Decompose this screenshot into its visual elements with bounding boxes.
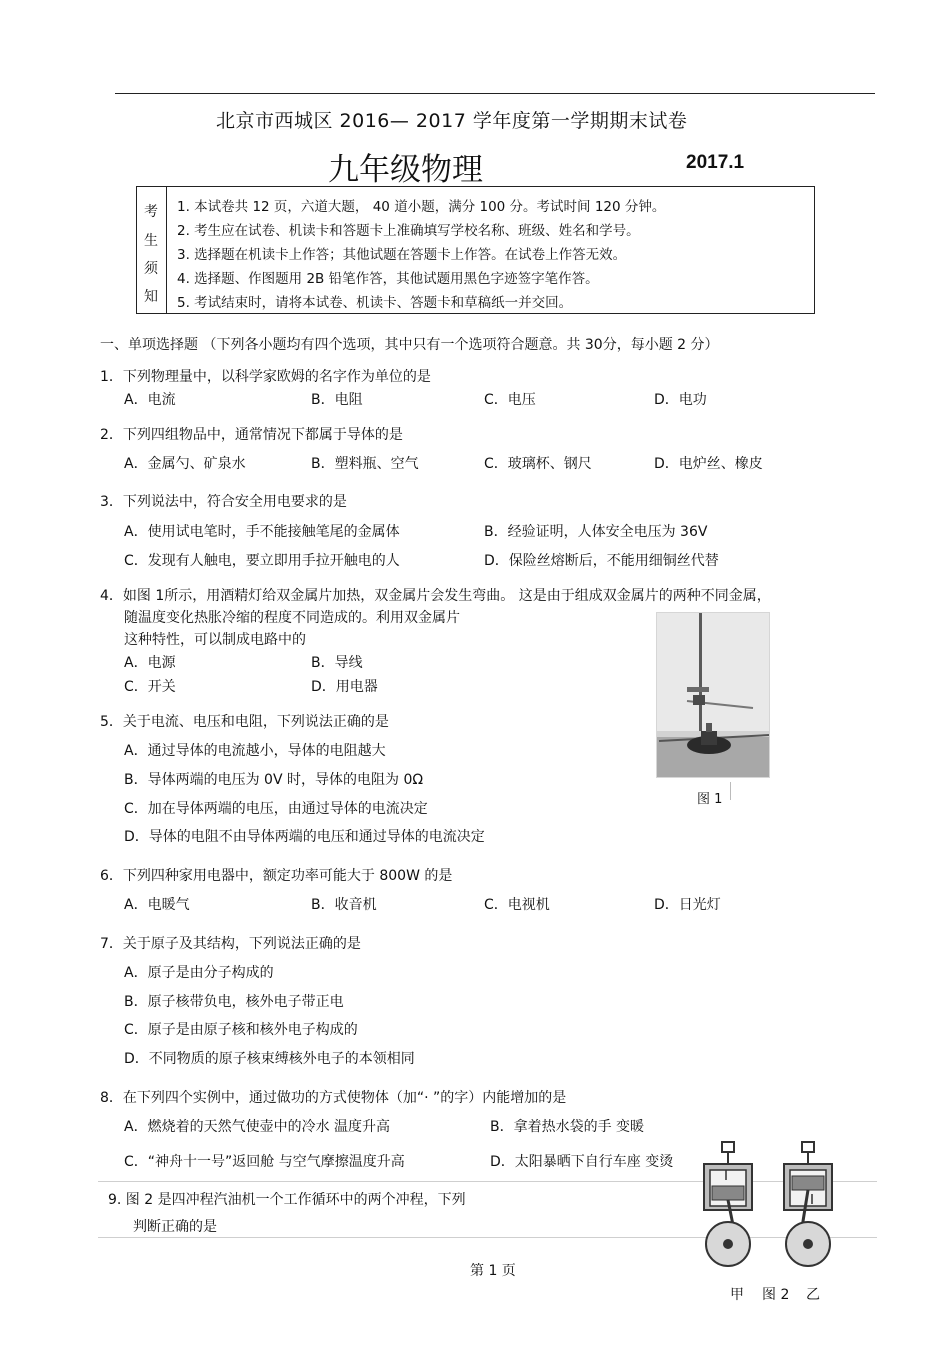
q7-option-a: A．原子是由分子构成的	[124, 965, 274, 981]
notice-box	[136, 186, 815, 314]
q5-option-d: D．导体的电阻不由导体两端的电压和通过导体的电流决定	[124, 829, 485, 845]
question-6-stem: 6．下列四种家用电器中，额定功率可能大于 800W 的是	[100, 868, 453, 884]
notice-line: 1. 本试卷共 12 页，六道大题， 40 道小题，满分 100 分。考试时间 120 分钟。	[177, 199, 666, 215]
q2-option-d: D．电炉丝、橡皮	[654, 456, 763, 472]
exam-title: 北京市西城区 2016— 2017 学年度第一学期期末试卷	[216, 110, 688, 132]
top-rule	[115, 93, 875, 94]
q1-option-d: D．电功	[654, 392, 707, 408]
notice-label-char: 知	[144, 289, 158, 305]
q7-option-c: C．原子是由原子核和核外电子构成的	[124, 1022, 358, 1038]
notice-line: 4. 选择题、作图题用 2B 铅笔作答，其他试题用黑色字迹签字笔作答。	[177, 271, 599, 287]
q3-option-d: D．保险丝熔断后，不能用细铜丝代替	[484, 553, 719, 569]
question-8-stem: 8．在下列四个实例中，通过做功的方式使物体（加“· ”的字）内能增加的是	[100, 1090, 567, 1106]
q4-option-c: C．开关	[124, 679, 176, 695]
q3-option-b: B．经验证明，人体安全电压为 36V	[484, 524, 708, 540]
notice-line: 2. 考生应在试卷、机读卡和答题卡上准确填写学校名称、班级、姓名和学号。	[177, 223, 640, 239]
q5-option-c: C．加在导体两端的电压，由通过导体的电流决定	[124, 801, 428, 817]
question-1-stem: 1．下列物理量中，以科学家欧姆的名字作为单位的是	[100, 369, 431, 385]
q3-option-c: C．发现有人触电，要立即用手拉开触电的人	[124, 553, 400, 569]
page-number: 第 1 页	[470, 1263, 516, 1279]
q8-option-c: C．“神舟十一号”返回舱 与空气摩擦温度升高	[124, 1154, 405, 1170]
question-9-stem: 9. 图 2 是四冲程汽油机一个工作循环中的两个冲程，下列	[108, 1192, 466, 1208]
figure-2-left-label: 甲	[730, 1287, 744, 1303]
notice-label	[137, 187, 167, 313]
q4-option-d: D．用电器	[311, 679, 378, 695]
exam-date: 2017.1	[686, 152, 745, 173]
q6-option-c: C．电视机	[484, 897, 550, 913]
q4-option-b: B．导线	[311, 655, 363, 671]
figure-1-divider	[730, 782, 731, 800]
q7-option-d: D．不同物质的原子核束缚核外电子的本领相同	[124, 1051, 415, 1067]
question-4-stem-line3: 这种特性，可以制成电路中的	[124, 632, 306, 648]
figure-2-right-label: 乙	[806, 1287, 820, 1303]
question-9-stem-line2: 判断正确的是	[133, 1219, 217, 1235]
subject-title: 九年级物理	[328, 152, 483, 188]
question-4-stem: 4．如图 1所示，用酒精灯给双金属片加热，双金属片会发生弯曲。 这是由于组成双金属片的两种不同金属，	[100, 588, 771, 604]
q8-option-b: B．拿着热水袋的手 变暖	[490, 1119, 645, 1135]
notice-label-char: 生	[144, 233, 158, 249]
q8-option-a: A．燃烧着的天然气使壶中的冷水 温度升高	[124, 1119, 391, 1135]
question-7-stem: 7．关于原子及其结构，下列说法正确的是	[100, 936, 361, 952]
engine-stroke-right	[784, 1142, 832, 1266]
q6-option-b: B．收音机	[311, 897, 377, 913]
question-5-stem: 5．关于电流、电压和电阻，下列说法正确的是	[100, 714, 389, 730]
notice-line: 3. 选择题在机读卡上作答；其他试题在答题卡上作答。在试卷上作答无效。	[177, 247, 627, 263]
figure-1-caption: 图 1	[697, 792, 723, 807]
q5-option-a: A．通过导体的电流越小，导体的电阻越大	[124, 743, 386, 759]
q1-option-b: B．电阻	[311, 392, 363, 408]
q7-option-b: B．原子核带负电，核外电子带正电	[124, 994, 344, 1010]
notice-label-char: 须	[144, 261, 158, 277]
figure-2-caption: 图 2	[762, 1287, 790, 1303]
q8-option-d: D．太阳暴晒下自行车座 变烫	[490, 1154, 674, 1170]
question-2-stem: 2．下列四组物品中，通常情况下都属于导体的是	[100, 427, 403, 443]
q4-option-a: A．电源	[124, 655, 176, 671]
bimetal-heating-illustration	[657, 613, 769, 777]
question-4-stem-line2: 随温度变化热胀冷缩的程度不同造成的。利用双金属片	[124, 610, 460, 626]
figure-2-engine-diagram	[696, 1140, 876, 1272]
q2-option-a: A．金属勺、矿泉水	[124, 456, 246, 472]
notice-line: 5. 考试结束时，请将本试卷、机读卡、答题卡和草稿纸一并交回。	[177, 295, 573, 311]
figure-1-photo	[656, 612, 770, 778]
section-heading: 一、单项选择题 （下列各小题均有四个选项，其中只有一个选项符合题意。共 30分，每小题 2 分）	[100, 337, 719, 353]
q2-option-c: C．玻璃杯、钢尺	[484, 456, 592, 472]
q1-option-c: C．电压	[484, 392, 536, 408]
q5-option-b: B．导体两端的电压为 0V 时，导体的电阻为 0Ω	[124, 772, 424, 788]
q6-option-a: A．电暖气	[124, 897, 190, 913]
q1-option-a: A．电流	[124, 392, 176, 408]
q3-option-a: A．使用试电笔时，手不能接触笔尾的金属体	[124, 524, 400, 540]
q2-option-b: B．塑料瓶、空气	[311, 456, 419, 472]
engine-stroke-left	[704, 1142, 752, 1266]
notice-label-char: 考	[144, 204, 158, 220]
q6-option-d: D．日光灯	[654, 897, 721, 913]
question-3-stem: 3．下列说法中，符合安全用电要求的是	[100, 494, 347, 510]
